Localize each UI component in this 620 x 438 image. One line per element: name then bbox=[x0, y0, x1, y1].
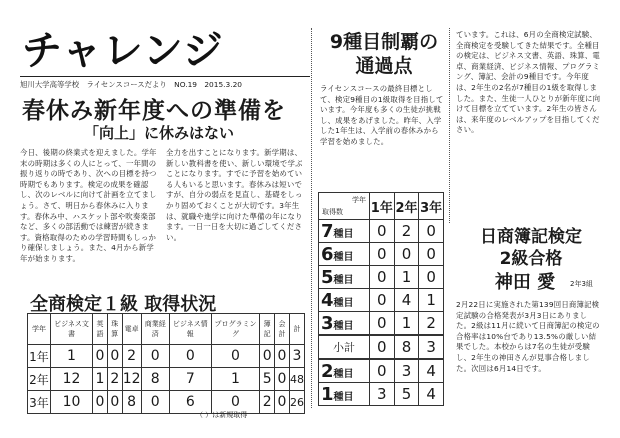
count-cell: 10 bbox=[51, 391, 93, 414]
row-suffix: 種目 bbox=[333, 274, 354, 286]
newsletter-subtitle: 旭川大学高等学校 ライセンスコースだより NO.19 2015.3.20 bbox=[20, 76, 310, 90]
count-cell: 2 bbox=[122, 345, 141, 368]
row-label bbox=[319, 383, 370, 406]
count-cell: 3 bbox=[370, 383, 395, 406]
table-row bbox=[319, 359, 444, 383]
count-cell: 0 bbox=[93, 345, 108, 368]
row-number: 1 bbox=[321, 383, 334, 405]
table-row bbox=[28, 391, 305, 414]
table1-title: 全商検定１級 取得状況 bbox=[30, 294, 217, 315]
header-corner bbox=[319, 193, 370, 220]
event-count-header bbox=[319, 193, 444, 220]
main-subheadline: 「向上」に休みはない bbox=[84, 124, 235, 142]
count-cell: 1 bbox=[394, 266, 419, 289]
count-cell: 8 bbox=[141, 368, 169, 391]
award-title: 日商簿記検定 bbox=[480, 227, 582, 247]
grade-cell: 2年 bbox=[28, 368, 51, 391]
subtotal-cell: 8 bbox=[394, 335, 419, 359]
middle-title: 9種目制覇の通過点 bbox=[329, 31, 439, 77]
count-cell: 0 bbox=[211, 345, 260, 368]
count-cell: 0 bbox=[394, 243, 419, 266]
table-row bbox=[28, 368, 305, 391]
license-header-cell: 学年 bbox=[28, 314, 51, 345]
masthead bbox=[18, 26, 308, 88]
subtotal-cell: 3 bbox=[419, 335, 444, 359]
count-cell: 12 bbox=[122, 368, 141, 391]
row-suffix: 種目 bbox=[333, 391, 354, 403]
license-table-header bbox=[28, 314, 305, 345]
count-cell: 0 bbox=[107, 345, 122, 368]
license-header-cell: 会計 bbox=[275, 314, 290, 345]
count-cell: 0 bbox=[370, 289, 395, 312]
count-cell: 1 bbox=[93, 368, 108, 391]
count-cell: 0 bbox=[370, 266, 395, 289]
table-row bbox=[319, 383, 444, 406]
row-suffix: 種目 bbox=[333, 228, 354, 240]
count-cell: 2 bbox=[107, 368, 122, 391]
row-label bbox=[319, 359, 370, 383]
row-label bbox=[319, 312, 370, 336]
table-row bbox=[319, 289, 444, 312]
license-header-cell: 英語 bbox=[93, 314, 108, 345]
count-cell: 0 bbox=[370, 359, 395, 383]
count-cell: 0 bbox=[141, 391, 169, 414]
count-cell: 1 bbox=[51, 345, 93, 368]
row-label bbox=[319, 266, 370, 289]
table-row bbox=[319, 266, 444, 289]
count-cell: 12 bbox=[51, 368, 93, 391]
count-cell: 8 bbox=[122, 391, 141, 414]
count-cell: 0 bbox=[419, 220, 444, 243]
main-headline: 春休み新年度への準備を bbox=[22, 98, 286, 124]
total-cell: 3 bbox=[289, 345, 304, 368]
count-cell: 0 bbox=[141, 345, 169, 368]
subtotal-label: 小計 bbox=[319, 335, 370, 359]
count-cell: 0 bbox=[93, 391, 108, 414]
award-level: 2級合格 bbox=[499, 249, 563, 269]
column-divider-right bbox=[449, 28, 450, 223]
license-header-cell: 簿記 bbox=[260, 314, 275, 345]
row-number: 3 bbox=[321, 312, 334, 334]
subtotal-row bbox=[319, 335, 444, 359]
year-header: 2年 bbox=[394, 193, 419, 220]
count-cell: 1 bbox=[211, 368, 260, 391]
count-cell: 2 bbox=[419, 312, 444, 336]
row-label bbox=[319, 289, 370, 312]
count-cell: 5 bbox=[260, 368, 275, 391]
main-article-col2: 全力を出すことになります。新学期は、新しい教科書を使い、新しい環境で学ぶことになります。すでに予習を始めている人もいると思います。春休みは短いですが、自分の弱点を見直し、基礎をしっかり固めておくことが大切です。3年生は、就職や進学に向けた準備の年になります。一日一日を大切に過ごしてください。 bbox=[166, 148, 303, 242]
count-cell: 1 bbox=[419, 289, 444, 312]
license-header-cell: 商業経済 bbox=[141, 314, 169, 345]
count-cell: 7 bbox=[169, 368, 211, 391]
count-cell: 0 bbox=[275, 345, 290, 368]
license-table bbox=[27, 313, 305, 414]
table1-footnote: （ ）は新規取得 bbox=[196, 411, 248, 419]
row-suffix: 種目 bbox=[333, 320, 354, 332]
license-header-cell: 計 bbox=[289, 314, 304, 345]
count-cell: 0 bbox=[370, 312, 395, 336]
row-number: 7 bbox=[321, 220, 334, 242]
column-divider-left bbox=[311, 28, 312, 408]
award-name: 神田 愛 bbox=[494, 272, 556, 293]
year-header: 3年 bbox=[419, 193, 444, 220]
count-cell: 0 bbox=[419, 243, 444, 266]
license-header-cell: ビジネス情報 bbox=[169, 314, 211, 345]
row-suffix: 種目 bbox=[333, 251, 354, 263]
license-header-cell: プログラミング bbox=[211, 314, 260, 345]
row-suffix: 種目 bbox=[333, 368, 354, 380]
count-cell: 4 bbox=[419, 383, 444, 406]
grade-cell: 1年 bbox=[28, 345, 51, 368]
header-year-label: 学年 bbox=[352, 196, 366, 204]
count-cell: 0 bbox=[419, 266, 444, 289]
total-cell: 26 bbox=[289, 391, 304, 414]
count-cell: 1 bbox=[394, 312, 419, 336]
count-cell: 3 bbox=[394, 359, 419, 383]
year-header: 1年 bbox=[370, 193, 395, 220]
table-row bbox=[28, 345, 305, 368]
award-class: 2年3組 bbox=[570, 280, 593, 288]
award-text: 2月22日に実施された第139回日商簿記検定試験の合格発表が3月3日にありました。2級は11月に続いて日商簿記の検定の合格率は10%台であり13.5%の厳しい結果でした。本校からは7名の生徒が受験し、2年生の神田さんが見事合格しました。次回は6月14日です。 bbox=[456, 300, 600, 373]
main-article-col1: 今日、後期の終業式を迎えました。学年末の時期は多くの人にとって、一年間の振り返りの時であり、次への目標を持つ時期でもあります。検定の成果を確認し、次のレベルに向けて計画を立てましょう。さて、明日から春休みに入ります。春休み中、ハスケット部や吹奏楽部など、多くの部活動では練習が続きます。資格取得のための学習時間もしっかり確保しましょう。また、4月から新学年が始まります。 bbox=[20, 148, 157, 263]
count-cell: 0 bbox=[107, 391, 122, 414]
right-article-text: ています。これは、6月の全商検定試験、全商検定を受験してきた結果です。全種目の検定は、ビジネス文書、英語、珠算、電卓、商業経済、ビジネス情報、プログラミング、簿記、会計の9種目です。今年度は、2年生の2名が7種目の1級を取得しました。また、生徒一人ひとりが新年度に向けて目標を立てています。2年生の皆さんは、来年度のレベルアップを目指してください。 bbox=[456, 30, 601, 135]
header-count-label: 取得数 bbox=[322, 208, 343, 216]
event-count-table bbox=[318, 192, 444, 406]
count-cell: 0 bbox=[370, 220, 395, 243]
count-cell: 0 bbox=[211, 391, 260, 414]
row-number: 2 bbox=[321, 360, 334, 382]
table-row bbox=[319, 220, 444, 243]
count-cell: 6 bbox=[169, 391, 211, 414]
row-number: 4 bbox=[321, 289, 334, 311]
count-cell: 5 bbox=[394, 383, 419, 406]
row-number: 5 bbox=[321, 266, 334, 288]
license-header-cell: 電卓 bbox=[122, 314, 141, 345]
count-cell: 2 bbox=[260, 391, 275, 414]
count-cell: 4 bbox=[394, 289, 419, 312]
row-suffix: 種目 bbox=[333, 297, 354, 309]
count-cell: 4 bbox=[419, 359, 444, 383]
subtotal-cell: 0 bbox=[370, 335, 395, 359]
table-row bbox=[319, 243, 444, 266]
total-cell: 48 bbox=[289, 368, 304, 391]
count-cell: 0 bbox=[260, 345, 275, 368]
count-cell: 0 bbox=[275, 391, 290, 414]
count-cell: 2 bbox=[394, 220, 419, 243]
count-cell: 0 bbox=[370, 243, 395, 266]
row-label bbox=[319, 220, 370, 243]
count-cell: 0 bbox=[275, 368, 290, 391]
license-header-cell: ビジネス文書 bbox=[51, 314, 93, 345]
middle-article-text: ライセンスコースの最終目標として、検定9種目の1級取得を目指しています。今年度も多くの生徒が挑戦し、成果をあげました。昨年、入学した1年生は、入学前の春休みから学習を始めました。 bbox=[320, 84, 444, 146]
row-label bbox=[319, 243, 370, 266]
grade-cell: 3年 bbox=[28, 391, 51, 414]
newsletter-title: チャレンジ bbox=[22, 28, 224, 74]
count-cell: 0 bbox=[169, 345, 211, 368]
row-number: 6 bbox=[321, 243, 334, 265]
table-row bbox=[319, 312, 444, 336]
license-header-cell: 珠算 bbox=[107, 314, 122, 345]
